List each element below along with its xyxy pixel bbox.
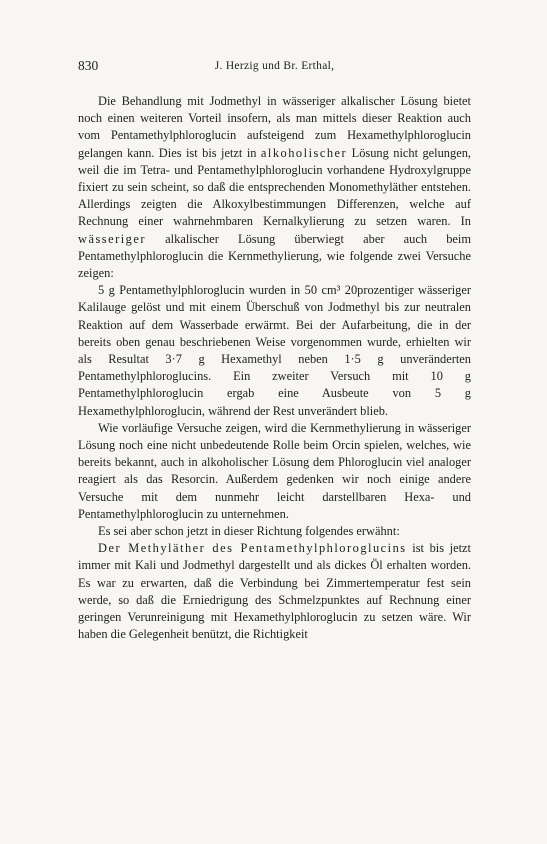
emphasized-text: Der xyxy=(98,541,129,556)
text-run: 5 g Pentamethylphloroglucin wurden in 50 cm³ 20prozentiger wässeriger Kalilauge gelöst und mit einem Überschuß von Jodmethyl bis zur neutralen Reaktion auf dem Wasserbade erwärmt. Bei der Aufarbeitung, die in der bereits oben genau beschriebenen Weise vorgenommen wurde, erhielten wir als Resultat 3·7 g Hexamethyl neben 1·5 g unveränderten Pentamethylphloroglucins. Ein zweiter Versuch mit 10 g Pentamethylphloroglucin ergab eine Ausbeute von 5 g Hexamethylphloroglucin, während der Rest unverändert blieb. xyxy=(78,283,471,418)
text-run: Es sei aber schon jetzt in dieser Richtung folgendes erwähnt: xyxy=(98,524,400,539)
paragraph xyxy=(78,420,471,523)
text-run: Die Behandlung mit Jodmethyl in wässeriger alkalischer Lösung bietet noch einen weiteren Vorteil insofern, als man mittels dieser Reaktion auch vom Pentamethylphloroglucin aufsteigend zum Hexamethylphloroglucin gelangen kann. Dies ist bis jetzt in xyxy=(78,94,471,160)
text-run: ist bis jetzt immer mit Kali und Jodmethyl dargestellt und als dickes Öl erhalten worden. Es war zu erwarten, daß die Verbindung bei Zimmertemperatur fest sein werde, so daß die Erniedrigung des Schmelzpunktes auf Rechnung einer geringen Verunreinigung mit Hexamethylphloroglucin zu setzen wäre. Wir haben die Gelegenheit benützt, die Richtigkeit xyxy=(78,541,471,642)
text-run: alkalischer Lösung überwiegt aber auch beim Pentamethylphloroglucin die Kernmethylierung, wie folgende zwei Versuche zeigen: xyxy=(78,231,471,281)
page-number: 830 xyxy=(78,58,99,73)
paragraph xyxy=(78,93,471,282)
running-title: J. Herzig und Br. Erthal, xyxy=(214,60,335,72)
emphasized-text: Methyläther des Pentamethylphloroglucins xyxy=(128,541,407,556)
text-run: Lösung nicht gelungen, weil die im Tetra- und Pentamethylphloroglucin vorhandene Hydroxylgruppe fixiert zu sein scheint, so daß die entsprechenden Monomethyläther entstehen. Allerdings zeigten die Alkoxylbestimmungen Differenzen, welche auf Rechnung einer wahrnehmbaren Kernalkylierung zu setzen waren. In xyxy=(78,145,471,229)
paragraph xyxy=(78,540,471,643)
emphasized-text: alkoholischer xyxy=(260,145,348,160)
text-run: Wie vorläufige Versuche zeigen, wird die Kernmethylierung in wässeriger Lösung noch eine nicht unbedeutende Rolle beim Orcin spielen, welches, wie bereits bekannt, auch in alkoholischer Lösung dem Phloroglucin viel analoger reagiert als das Resorcin. Außerdem gedenken wir noch einige andere Versuche mit dem nunmehr leicht darstellbaren Hexa- und Pentamethylphloroglucin zu unternehmen. xyxy=(78,420,471,521)
page-header xyxy=(78,58,471,78)
emphasized-text: wässeriger xyxy=(78,231,146,246)
paragraph xyxy=(78,282,471,420)
body-text xyxy=(78,93,471,644)
paragraph xyxy=(78,523,471,540)
